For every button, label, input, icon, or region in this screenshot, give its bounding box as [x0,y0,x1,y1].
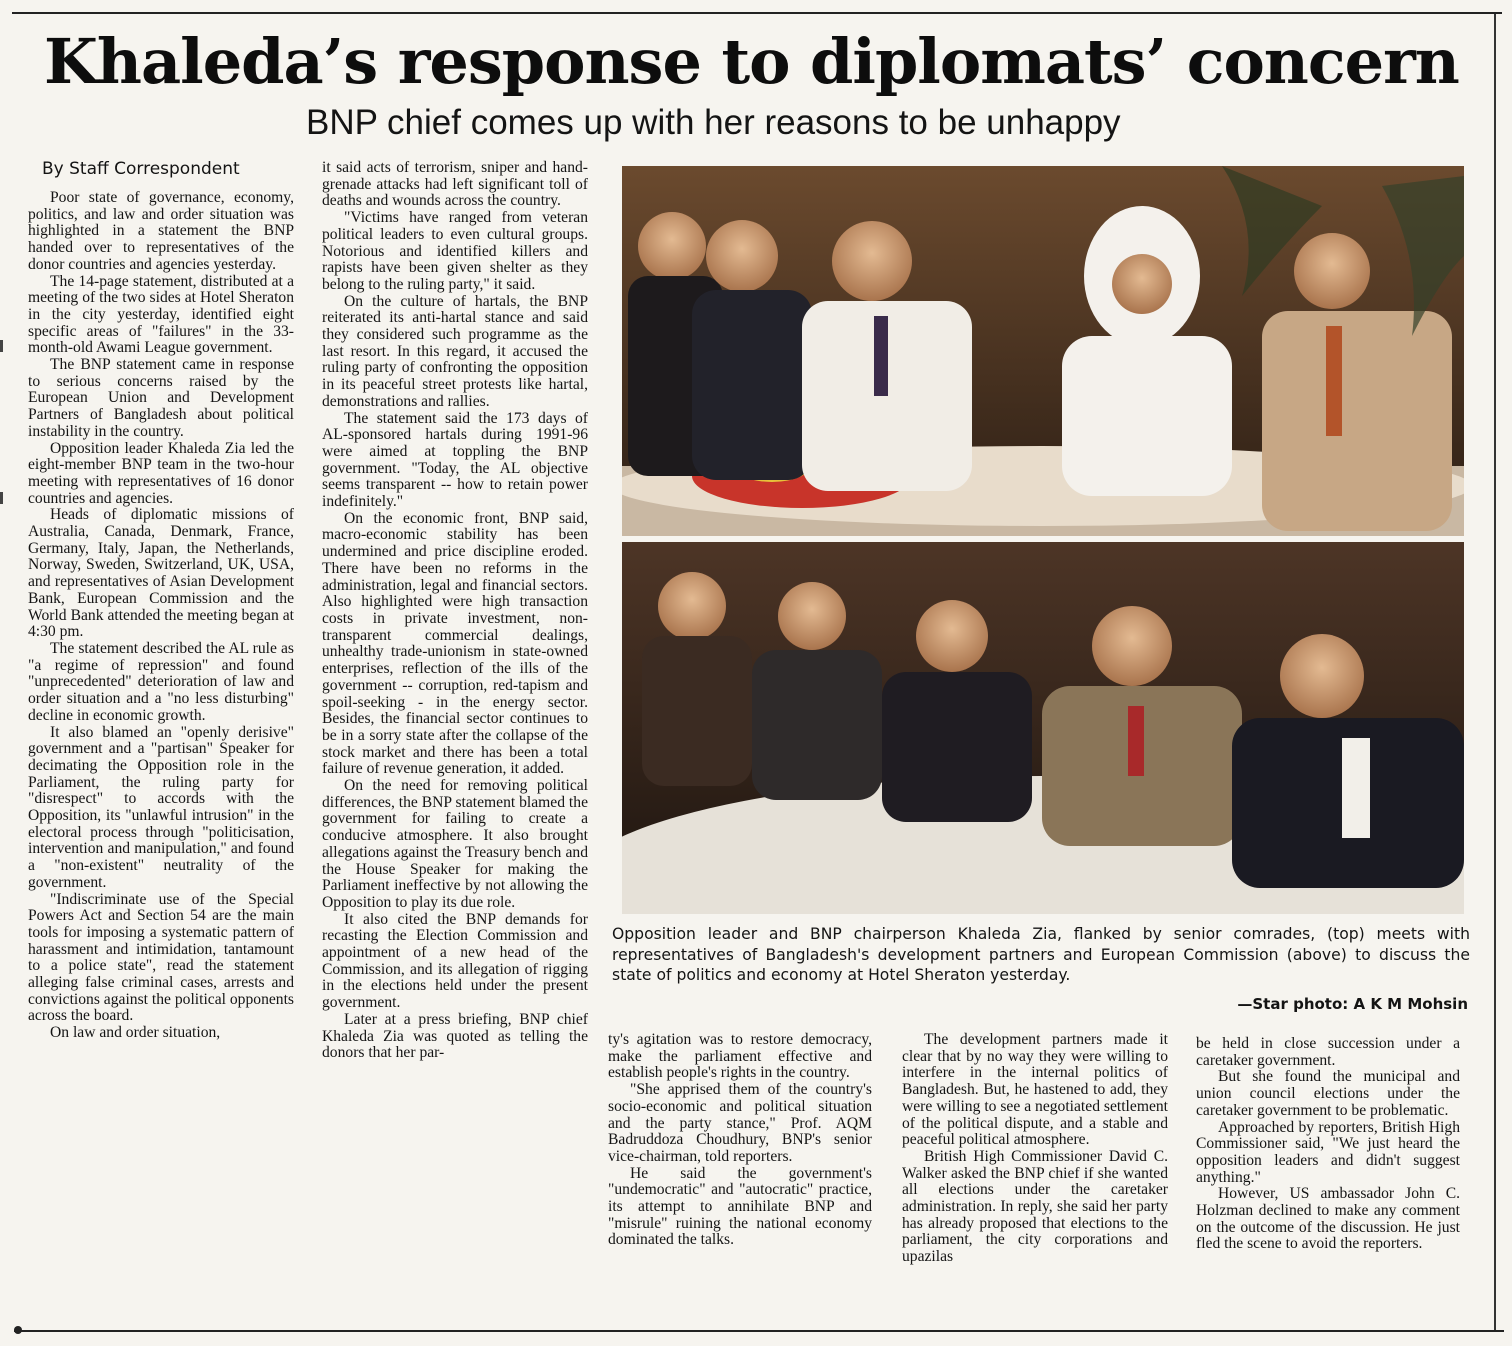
paragraph: On the economic front, BNP said, macro-economic stability has been undermined and price discipline eroded. There have been no reforms in the administration, legal and financial sectors. Also highlighted were high transaction costs in private investment, non-transparent commercial dealings, unhealthy trade-unionism in state-owned enterprises, reflection of the ills of the government -- corruption, red-tapism and spoil-seeking - in the energy sector. Besides, the financial sector continues to be in a sorry state after the collapse of the stock market and there has been a total failure of revenue generation, it added. [322,509,588,778]
paragraph: On the culture of hartals, the BNP reiterated its anti-hartal stance and said they considered such programme as the last resort. In this regard, it accused the ruling party of confronting the opposition in its peaceful street protests like hartal, demonstrations and rallies. [322,292,588,410]
paragraph: The statement described the AL rule as "a regime of repression" and found "unprecedented" deterioration of law and order situation and a "no less disturbing" decline in economic growth. [28,639,294,724]
byline: By Staff Correspondent [42,159,240,179]
article-column-3 [608,1032,872,1324]
page-bullet [14,1326,22,1334]
headline: Khaleda’s response to diplomats’ concern [44,25,1459,98]
bottom-rule [14,1330,1504,1332]
paragraph: be held in close succession under a caretaker government. [1196,1036,1460,1069]
article-column-2 [322,160,588,1326]
article-column-5 [1196,1036,1460,1328]
paragraph: On the need for removing political differences, the BNP statement blamed the government for failing to create a conducive atmosphere. It also brought allegations against the Treasury bench and the House Speaker for making the Parliament ineffective by not allowing the Opposition to play its due role. [322,777,588,911]
paragraph: On law and order situation, [50,1024,221,1042]
photo-caption: Opposition leader and BNP chairperson Khaleda Zia, flanked by senior comrades, (top) meets with representatives of Bangladesh's development partners and European Commission (above) to discuss the state of politics and economy at Hotel Sheraton yesterday. [612,925,1470,984]
paragraph: Approached by reporters, British High Commissioner said, "We just heard the opposition leaders and didn't suggest anything." [1196,1118,1460,1186]
margin-mark [0,340,3,352]
paragraph: Poor state of governance, economy, politics, and law and order situation was highlighted in a statement the BNP handed over to representatives of the donor countries and agencies yesterday. [28,189,294,273]
paragraph: British High Commissioner David C. Walker asked the BNP chief if she wanted all elections under the caretaker administration. In reply, she said her party has already proposed that elections to the parliament, the city corporations and upazilas [902,1147,1168,1266]
paragraph: The statement said the 173 days of AL-sponsored hartals during 1991-96 were aimed at toppling the BNP government. "Today, the AL objective seems transparent -- how to retain power indefinitely." [322,409,588,511]
paragraph: The development partners made it clear that by no way they were willing to interfere in the internal politics of Bangladesh. But, he hastened to add, they were willing to see a negotiated settlement of the political dispute, and a stable and peaceful political atmosphere. [902,1032,1168,1149]
paragraph: The BNP statement came in response to serious concerns raised by the European Union and Development Partners of Bangladesh about political instability in the country. [28,356,294,440]
paragraph: It also cited the BNP demands for recasting the Election Commission and appointment of a new head of the Commission, and its allegation of rigging in the elections held under the present government. [322,910,588,1012]
paragraph: ty's agitation was to restore democracy, make the parliament effective and establish people's rights in the country. [608,1032,872,1082]
paragraph: But she found the municipal and union council elections under the caretaker government to be problematic. [1196,1068,1460,1119]
paragraph: The 14-page statement, distributed at a meeting of the two sides at Hotel Sheraton in the city yesterday, identified eight specific areas of "failures" in the 33-month-old Awami League government. [28,272,294,357]
paragraph: Heads of diplomatic missions of Australia, Canada, Denmark, France, Germany, Italy, Japan, the Netherlands, Norway, Sweden, Switzerland, UK, USA, and representatives of Asian Development Bank, European Commission and the World Bank attended the meeting began at 4:30 pm. [28,506,294,641]
article-column-4 [902,1032,1168,1324]
right-rule [1494,14,1496,1332]
paragraph: However, US ambassador John C. Holzman declined to make any comment on the outcome of the discussion. He just fled the scene to avoid the reporters. [1196,1185,1460,1253]
subheadline: BNP chief comes up with her reasons to be unhappy [306,103,1121,142]
paragraph: Later at a press briefing, BNP chief Khaleda Zia was quoted as telling the donors that her par- [322,1010,588,1062]
news-photo [622,166,1464,914]
paragraph: it said acts of terrorism, sniper and hand-grenade attacks had left significant toll of deaths and wounds across the country. [322,160,588,210]
photo-credit: —Star photo: A K M Mohsin [1237,995,1468,1013]
paragraph: It also blamed an "openly derisive" government and a "partisan" Speaker for decimating the Opposition role in the Parliament, the ruling party for "disrespect" to accords with the Opposition, its "unlawful intrusion" in the electoral process through "politicisation, intervention and manipulation," and found a "non-existent" neutrality of the government. [28,723,294,891]
paragraph: He said the government's "undemocratic" and "autocratic" practice, its attempt to annihilate BNP and "misrule" ruining the national economy dominated the talks. [608,1164,872,1249]
article-column-1 [28,156,294,1318]
paragraph: Opposition leader Khaleda Zia led the eight-member BNP team in the two-hour meeting with representatives of 16 donor countries and agencies. [28,439,294,507]
paragraph: "Indiscriminate use of the Special Powers Act and Section 54 are the main tools for imposing a systematic pattern of harassment and intimidation, tantamount to a police state", read the statement alleging false criminal cases, arrests and convictions against the political opponents across the board. [28,890,294,1025]
margin-mark [0,492,3,504]
top-rule [12,12,1502,14]
paragraph: "She apprised them of the country's socio-economic and political situation and the party stance," Prof. AQM Badruddoza Choudhury, BNP's senior vice-chairman, told reporters. [608,1081,872,1165]
paragraph: "Victims have ranged from veteran political leaders to even cultural groups. Notorious and identified killers and rapists have been given shelter as they belong to the ruling party," it said. [322,209,588,293]
photo-illustration [622,166,1464,914]
